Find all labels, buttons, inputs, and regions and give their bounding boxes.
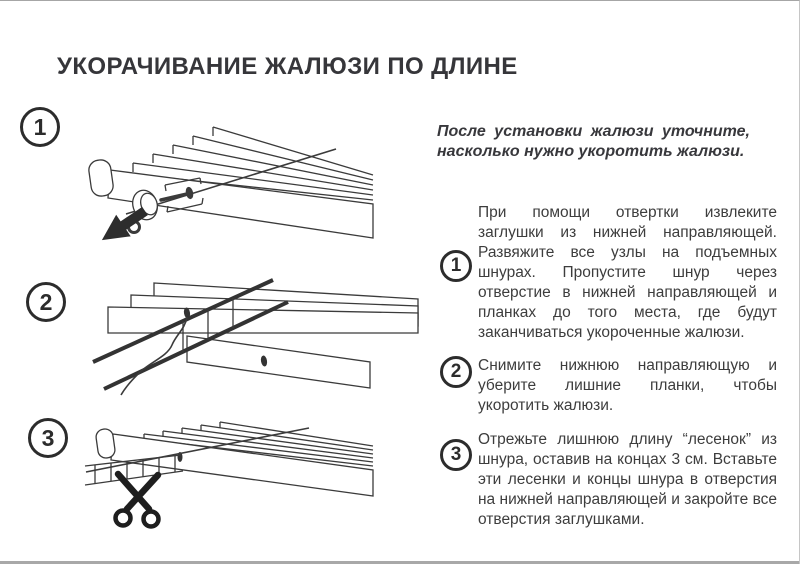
step-1-number: 1	[450, 255, 462, 276]
page-title: УКОРАЧИВАНИЕ ЖАЛЮЗИ ПО ДЛИНЕ	[57, 53, 518, 80]
figure-3-number: 3	[41, 424, 55, 451]
figure-3-number-badge	[28, 418, 68, 458]
figure-1-number: 1	[33, 113, 47, 140]
intro-note-line1: После установки жалюзи уточните,	[437, 123, 750, 140]
rail-end-cap	[95, 428, 116, 459]
scissors-icon	[116, 474, 159, 527]
step-3-number-badge	[440, 439, 472, 471]
figure-1-number-badge	[20, 107, 60, 147]
detached-bottom-rail	[187, 336, 370, 388]
step-3-number: 3	[450, 444, 462, 465]
rail-end-cap	[88, 159, 114, 198]
step-2-text: Снимите нижнюю направляющую и уберите лишние планки, чтобы укоротить жалюзи.	[478, 357, 777, 414]
figure-2-number-badge	[26, 282, 66, 322]
step-2-number: 2	[450, 361, 462, 382]
figure-2-number: 2	[39, 288, 53, 315]
step-2-number-badge	[440, 356, 472, 388]
figure-3-cutting-ladder-illustration	[83, 410, 423, 545]
step-1-text: При помощи отвертки извлеките заглушки из нижней направляющей. Развяжите все узлы на подъемных шнурах. Пропустите шнур через отверстие в нижней направляющей и планках до того места, где будут заканчиваться укороченные жалюзи.	[478, 204, 777, 341]
step-1-number-badge	[440, 250, 472, 282]
slats-stack	[108, 283, 418, 333]
figure-1-blinds-plug-removal-illustration	[88, 104, 423, 256]
figure-2-rail-removal-illustration	[88, 267, 423, 409]
intro-note	[437, 122, 750, 162]
step-3-text: Отрежьте лишнюю длину “лесенок” из шнура, оставив на концах 3 см. Вставьте эти лесенки и концы шнура в отверстия на нижней направляющей и закройте все отверстия заглушками.	[478, 431, 777, 528]
intro-note-line2: насколько нужно укоротить жалюзи.	[437, 143, 745, 160]
